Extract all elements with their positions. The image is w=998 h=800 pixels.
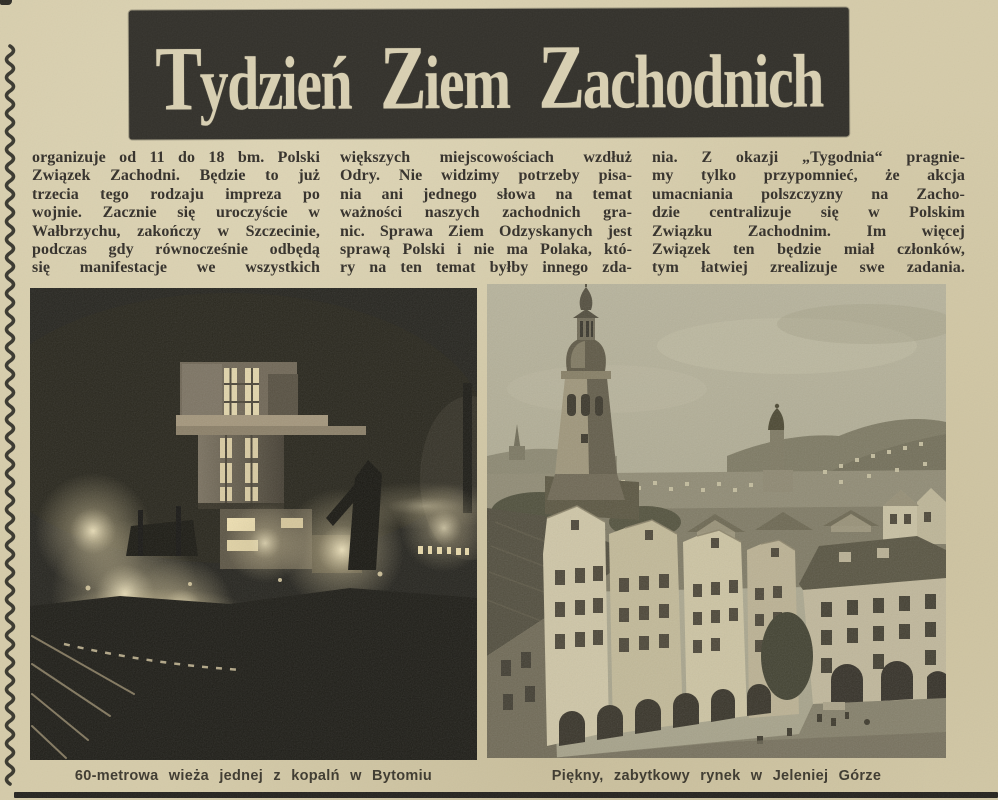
photo-market-jelenia-gora xyxy=(487,284,946,758)
title-word xyxy=(155,27,352,130)
title-initial: T xyxy=(155,27,203,130)
text-line: trzecia tego rodzaju impreza po xyxy=(32,185,320,203)
text-line: Wałbrzychu, zakończy w Szczecinie, xyxy=(32,222,320,240)
text-line: nic. Sprawa Ziem Odzyskanych jest xyxy=(340,222,632,240)
title-initial: Z xyxy=(379,26,427,129)
page-title xyxy=(155,25,823,130)
scan-ink-dash xyxy=(0,0,12,5)
title-rest: ydzień xyxy=(199,41,352,127)
article-column-2 xyxy=(340,149,632,278)
text-line: Związek Zachodni. Będzie to już xyxy=(32,167,320,185)
title-word xyxy=(538,25,823,128)
text-line: ważności naszych zachodnich gra- xyxy=(340,204,632,222)
title-rest: achodnich xyxy=(582,39,823,125)
text-line: my tylko przypomnieć, że akcja xyxy=(652,167,965,185)
article-column-3 xyxy=(652,149,965,278)
article-body xyxy=(32,149,965,278)
text-line: tym łatwiej zrealizuje swe zadania. xyxy=(652,259,965,277)
text-line: Związku Zachodnim. Im więcej xyxy=(652,222,965,240)
title-initial: Z xyxy=(538,25,586,128)
text-line: Odry. Nie widzimy potrzeby pisa- xyxy=(340,167,632,185)
caption-market-photo: Piękny, zabytkowy rynek w Jeleniej Górze xyxy=(551,768,882,784)
photo-mine-bytom-night xyxy=(30,288,477,760)
text-line: Związek ten będzie miał członków, xyxy=(652,241,965,259)
caption-mine-photo: 60-metrowa wieża jednej z kopalń w Bytomiu xyxy=(74,768,433,784)
wavy-left-border xyxy=(2,42,20,792)
masthead-banner xyxy=(129,7,850,139)
mine-night-illustration xyxy=(30,288,477,760)
text-line: dzie centralizuje się w Polskim xyxy=(652,204,965,222)
title-rest: iem xyxy=(424,40,510,126)
text-line: nia ani jednego słowa na temat xyxy=(340,185,632,203)
text-line: podczas gdy równocześnie odbędą xyxy=(32,241,320,259)
text-line: wojnie. Zacznie się uroczyście w xyxy=(32,204,320,222)
market-square-illustration xyxy=(487,284,946,758)
text-line: umacniania polszczyzny na Zacho- xyxy=(652,185,965,203)
article-column-1 xyxy=(32,149,320,278)
text-line: sprawą Polski i nie ma Polaka, któ- xyxy=(340,241,632,259)
text-line: ry na ten temat byłby innego zda- xyxy=(340,259,632,277)
text-line: organizuje od 11 do 18 bm. Polski xyxy=(32,149,320,166)
title-word xyxy=(379,26,510,129)
bottom-rule xyxy=(14,792,998,798)
text-line: się manifestacje we wszystkich xyxy=(32,259,320,277)
text-line: większych miejscowościach wzdłuż xyxy=(340,149,632,166)
text-line: nia. Z okazji „Tygodnia“ pragnie- xyxy=(652,149,965,166)
